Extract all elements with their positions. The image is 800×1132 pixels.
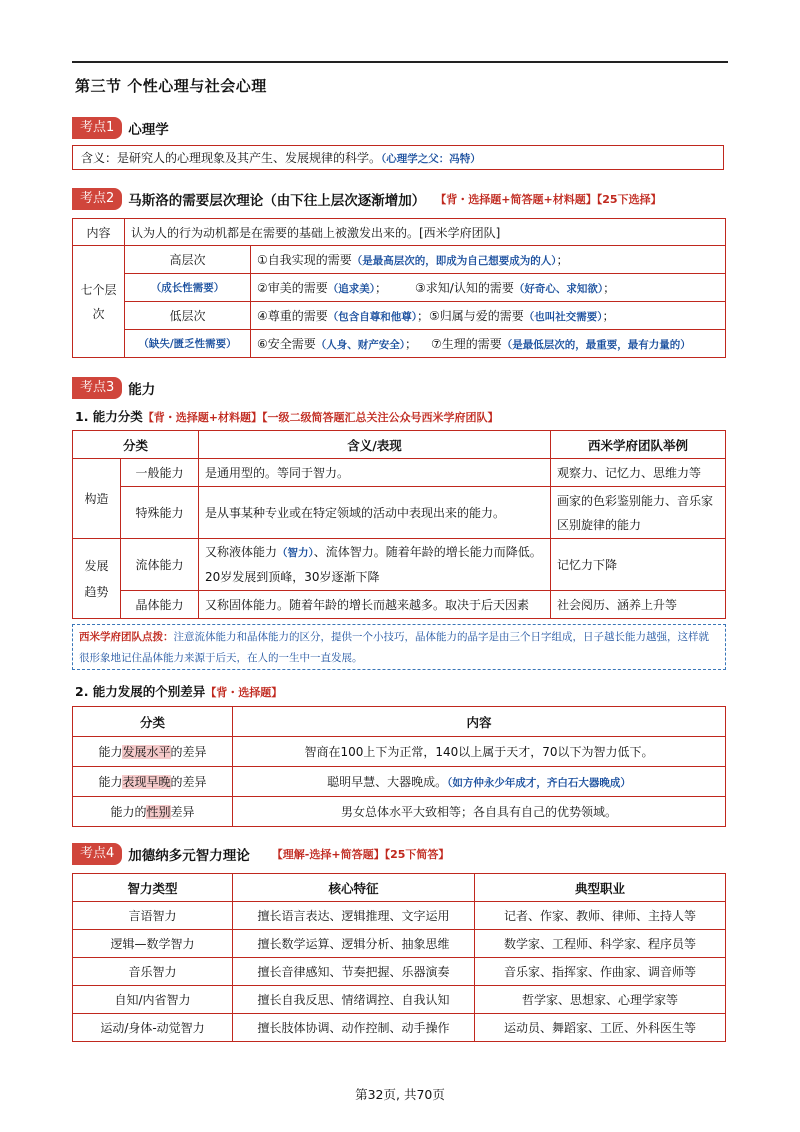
- page-number: 第32页, 共70页: [355, 1087, 445, 1102]
- fluid-note: （智力）: [277, 547, 314, 559]
- need-7-note: （是最低层次的，最重要，最有力量的）: [501, 339, 691, 351]
- kp2-exam-tags: 【背・选择题+简答题+材料题】【25下选择】: [435, 193, 662, 206]
- development-label: 发展趋势: [73, 539, 121, 619]
- general-ability: 一般能力: [121, 459, 199, 487]
- need-6-7: ⑥安全需要（人身、财产安全）； ⑦生理的需要（是最低层次的，最重要，最有力量的）: [251, 330, 726, 358]
- high-level-note: （成长性需要）: [125, 274, 251, 302]
- diff-header-category: 分类: [73, 707, 233, 737]
- kp2-title: 马斯洛的需要层次理论（由下往上层次逐渐增加）: [128, 193, 426, 209]
- kp1-definition-box: [72, 145, 724, 170]
- kp1-title: 心理学: [128, 122, 169, 138]
- ability-header-example: 西米学府团队举例: [551, 431, 726, 459]
- diff-header-content: 内容: [233, 707, 726, 737]
- kp2-tag: 考点2: [72, 188, 122, 210]
- special-ability: 特殊能力: [121, 487, 199, 539]
- kp4-exam-tags: 【理解-选择+简答题】【25下简答】: [271, 848, 450, 861]
- need-3-note: （好奇心、求知欲）: [513, 283, 604, 295]
- ability-classification-heading: 1. 能力分类【背・选择题+材料题】【一级二级简答题汇总关注公众号西米学府团队】: [75, 409, 499, 424]
- fluid-ability-meaning: 又称液体能力（智力）、流体智力。随着年龄的增长能力而降低。20岁发展到顶峰，30岁逐渐下降: [199, 539, 551, 591]
- special-ability-example: 画家的色彩鉴别能力、音乐家区别旋律的能力: [551, 487, 726, 539]
- ability-header-category: 分类: [73, 431, 199, 459]
- diff-row-2-content: 聪明早慧、大器晚成。（如方仲永少年成才，齐白石大器晚成）: [233, 767, 726, 797]
- table-row: 运动/身体-动觉智力 擅长肢体协调、动作控制、动手操作 运动员、舞蹈家、工匠、外科医生等: [73, 1014, 726, 1042]
- general-ability-meaning: 是通用型的。等同于智力。: [199, 459, 551, 487]
- table-row: 音乐智力 擅长音律感知、节奏把握、乐器演奏 音乐家、指挥家、作曲家、调音师等: [73, 958, 726, 986]
- section-title: 第三节 个性心理与社会心理: [75, 77, 267, 95]
- gardner-header-feature: 核心特征: [233, 874, 475, 902]
- kp1-definition-note: （心理学之父：冯特）: [381, 153, 481, 165]
- need-6-note: （人身、财产安全）: [315, 339, 406, 351]
- kp2-heading: [72, 188, 662, 210]
- crystal-ability-meaning: 又称固体能力。随着年龄的增长而越来越多。取决于后天因素: [199, 591, 551, 619]
- diff-row-1-category: 能力发展水平的差异: [73, 737, 233, 767]
- diff-row-3-content: 男女总体水平大致相等；各自具有自己的优势领域。: [233, 797, 726, 827]
- ability-header-meaning: 含义/表现: [199, 431, 551, 459]
- need-1-note: （是最高层次的，即成为自己想要成为的人）: [351, 255, 557, 267]
- need-2-3: ②审美的需要（追求美）； ③求知/认知的需要（好奇心、求知欲）；: [251, 274, 726, 302]
- diff-row-2-category: 能力表现早晚的差异: [73, 767, 233, 797]
- special-ability-meaning: 是从事某种专业或在特定领域的活动中表现出来的能力。: [199, 487, 551, 539]
- sub1-tags: 【背・选择题+材料题】【一级二级简答题汇总关注公众号西米学府团队】: [142, 411, 499, 424]
- fluid-ability-example: 记忆力下降: [551, 539, 726, 591]
- general-ability-example: 观察力、记忆力、思维力等: [551, 459, 726, 487]
- kp1-tag: 考点1: [72, 117, 122, 139]
- kp1-definition: 含义：是研究人的心理现象及其产生、发展规律的科学。: [81, 151, 382, 165]
- kp4-title: 加德纳多元智力理论: [128, 848, 250, 864]
- kp3-title: 能力: [128, 382, 156, 398]
- tip-title: 西米学府团队点拨：: [79, 631, 174, 643]
- ability-differences-heading: 2. 能力发展的个别差异【背・选择题】: [75, 684, 283, 699]
- need-5-note: （也叫社交需要）: [523, 311, 603, 323]
- maslow-content: 认为人的行为动机都是在需要的基础上被激发出来的。[西米学府团队]: [125, 219, 726, 246]
- team-tip-box: [72, 624, 726, 670]
- diff-row-1-content: 智商在100上下为正常，140以上属于天才，70以下为智力低下。: [233, 737, 726, 767]
- tip-text: 注意流体能力和晶体能力的区分，提供一个小技巧，晶体能力的晶字是由三个日字组成，日子越长能力越强，这样就很形象地记住晶体能力来源于后天，在人的一生中一直发展。: [79, 631, 709, 664]
- top-rule: [72, 61, 728, 63]
- kp4-tag: 考点4: [72, 843, 122, 865]
- gardner-header-type: 智力类型: [73, 874, 233, 902]
- crystal-ability: 晶体能力: [121, 591, 199, 619]
- gardner-header-job: 典型职业: [475, 874, 726, 902]
- kp3-tag: 考点3: [72, 377, 122, 399]
- content-label: 内容: [73, 219, 125, 246]
- levels-label: 七个层次: [73, 246, 125, 358]
- low-level: 低层次: [125, 302, 251, 330]
- high-level: 高层次: [125, 246, 251, 274]
- kp4-heading: [72, 843, 449, 865]
- ability-diff-table: [72, 706, 726, 827]
- sub2-tags: 【背・选择题】: [205, 686, 283, 699]
- gardner-table: [72, 873, 726, 1042]
- table-row: 言语智力 擅长语言表达、逻辑推理、文字运用 记者、作家、教师、律师、主持人等: [73, 902, 726, 930]
- diff-row-3-category: 能力的性别差异: [73, 797, 233, 827]
- need-1: ①自我实现的需要（是最高层次的，即成为自己想要成为的人）；: [251, 246, 726, 274]
- crystal-ability-example: 社会阅历、涵养上升等: [551, 591, 726, 619]
- table-row: 自知/内省智力 擅长自我反思、情绪调控、自我认知 哲学家、思想家、心理学家等: [73, 986, 726, 1014]
- kp1-heading: [72, 117, 169, 139]
- structure-label: 构造: [73, 459, 121, 539]
- need-4-5: ④尊重的需要（包含自尊和他尊）；⑤归属与爱的需要（也叫社交需要）；: [251, 302, 726, 330]
- low-level-note: （缺失/匮乏性需要）: [125, 330, 251, 358]
- kp3-heading: [72, 377, 155, 399]
- need-2-note: （追求美）: [327, 283, 376, 295]
- maslow-table: [72, 218, 726, 358]
- fluid-ability: 流体能力: [121, 539, 199, 591]
- table-row: 逻辑—数学智力 擅长数学运算、逻辑分析、抽象思维 数学家、工程师、科学家、程序员等: [73, 930, 726, 958]
- ability-table: [72, 430, 726, 619]
- need-4-note: （包含自尊和他尊）: [327, 311, 418, 323]
